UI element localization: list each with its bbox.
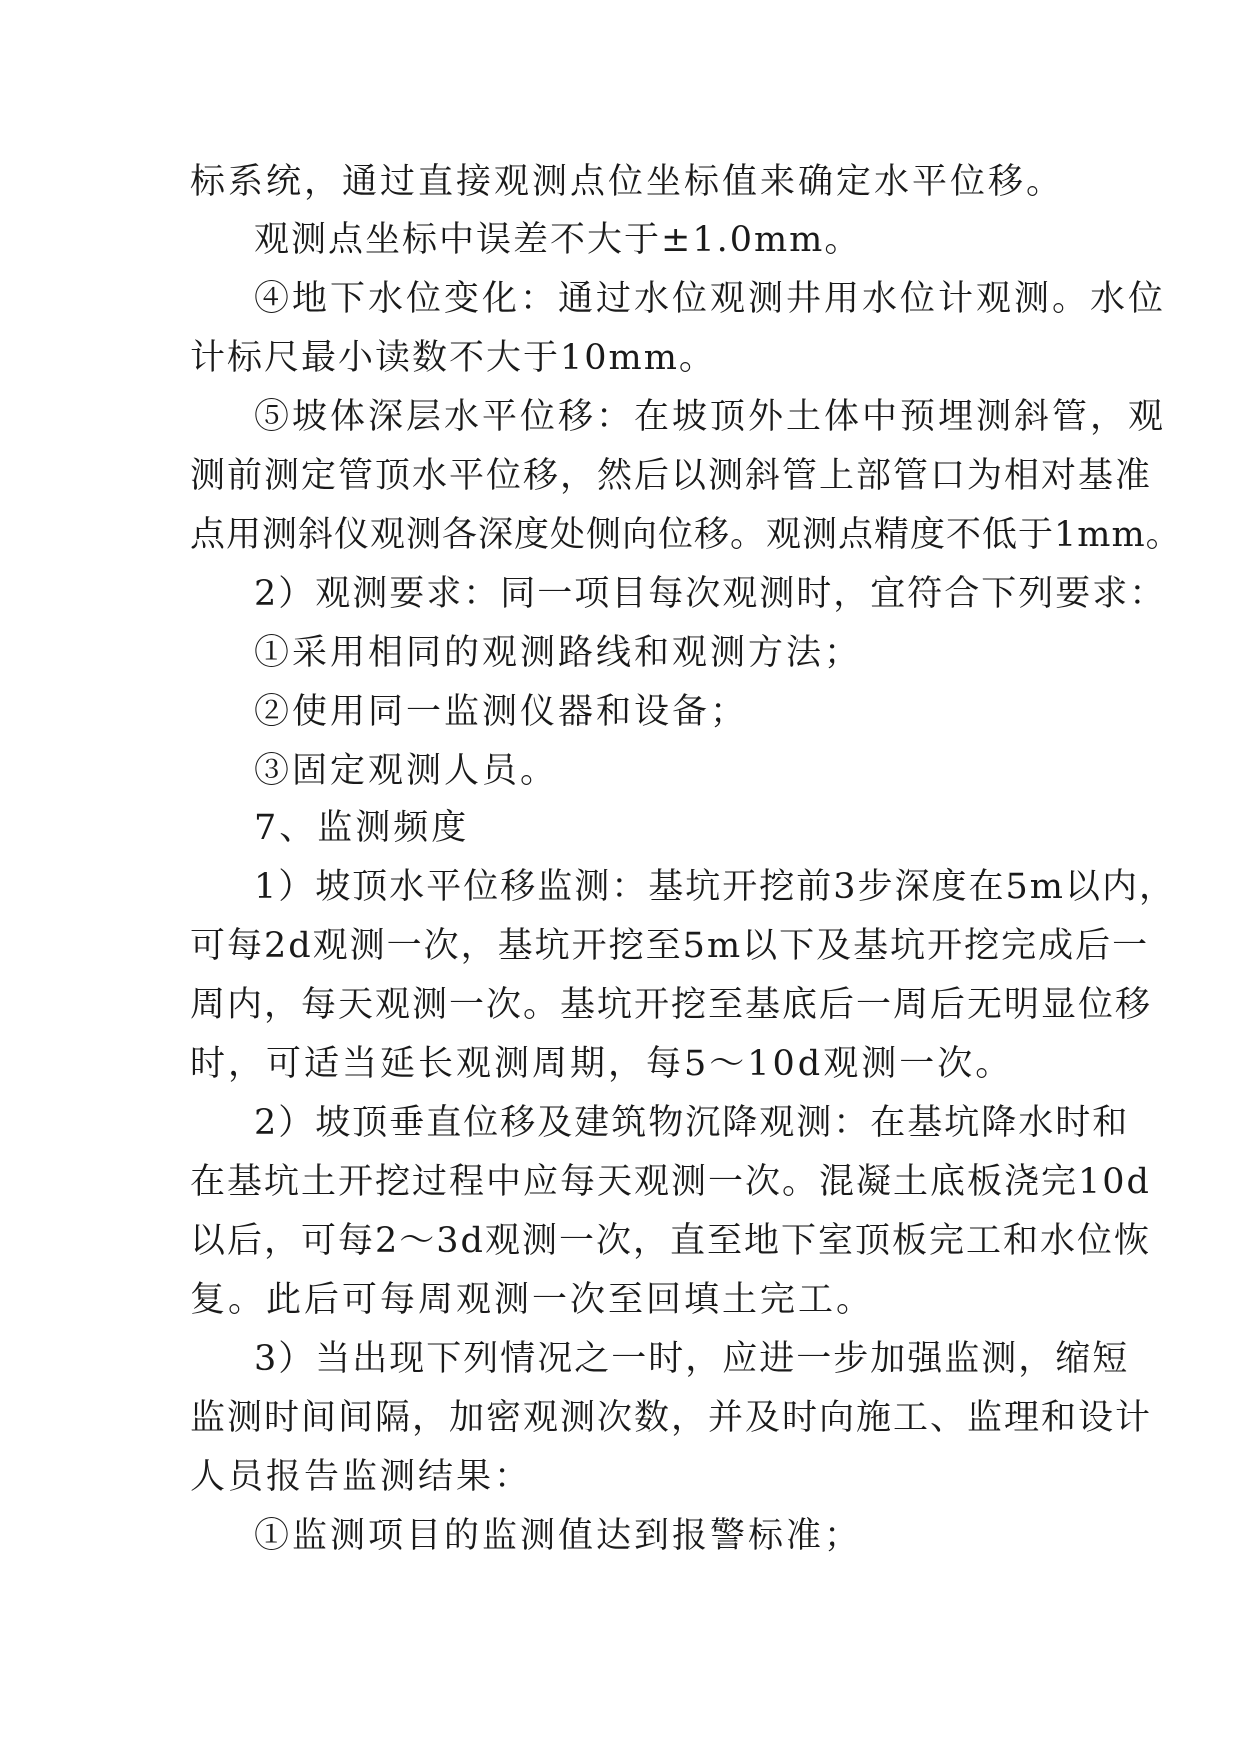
- text-line-6: 测前测定管顶水平位移，然后以测斜管上部管口为相对基准: [190, 456, 1153, 496]
- text-line-15: 周内，每天观测一次。基坑开挖至基底后一周后无明显位移: [190, 985, 1153, 1025]
- text-line-9: ①采用相同的观测路线和观测方法；: [254, 633, 863, 673]
- text-line-2: 观测点坐标中误差不大于±1.0mm。: [254, 220, 862, 260]
- text-line-22: 监测时间间隔，加密观测次数，并及时向施工、监理和设计: [190, 1398, 1153, 1438]
- text-line-24: ①监测项目的监测值达到报警标准；: [254, 1516, 863, 1556]
- text-line-23: 人员报告监测结果：: [190, 1457, 533, 1497]
- text-line-14: 可每2d观测一次，基坑开挖至5m以下及基坑开挖完成后一: [190, 926, 1150, 966]
- text-line-7: 点用测斜仪观测各深度处侧向位移。观测点精度不低于1mm。: [190, 515, 1182, 555]
- text-line-11: ③固定观测人员。: [254, 751, 559, 791]
- section-heading: 7、监测频度: [254, 808, 470, 848]
- text-line-16: 时，可适当延长观测周期，每5～10d观测一次。: [190, 1044, 1014, 1084]
- text-line-3: ④地下水位变化：通过水位观测井用水位计观测。水位: [254, 279, 1167, 319]
- text-line-8: 2）观测要求：同一项目每次观测时，宜符合下列要求：: [254, 574, 1167, 614]
- text-line-1: 标系统，通过直接观测点位坐标值来确定水平位移。: [190, 162, 1065, 202]
- text-line-20: 复。此后可每周观测一次至回填土完工。: [190, 1280, 875, 1320]
- text-line-18: 在基坑土开挖过程中应每天观测一次。混凝土底板浇完10d: [190, 1162, 1151, 1202]
- text-line-13: 1）坡顶水平位移监测：基坑开挖前3步深度在5m以内，: [254, 867, 1176, 907]
- text-line-19: 以后，可每2～3d观测一次，直至地下室顶板完工和水位恢: [190, 1221, 1151, 1261]
- text-line-4: 计标尺最小读数不大于10mm。: [190, 338, 716, 378]
- text-line-21: 3）当出现下列情况之一时，应进一步加强监测，缩短: [254, 1339, 1130, 1379]
- text-line-17: 2）坡顶垂直位移及建筑物沉降观测：在基坑降水时和: [254, 1103, 1130, 1143]
- text-line-5: ⑤坡体深层水平位移：在坡顶外土体中预埋测斜管，观: [254, 397, 1167, 437]
- text-line-10: ②使用同一监测仪器和设备；: [254, 692, 749, 732]
